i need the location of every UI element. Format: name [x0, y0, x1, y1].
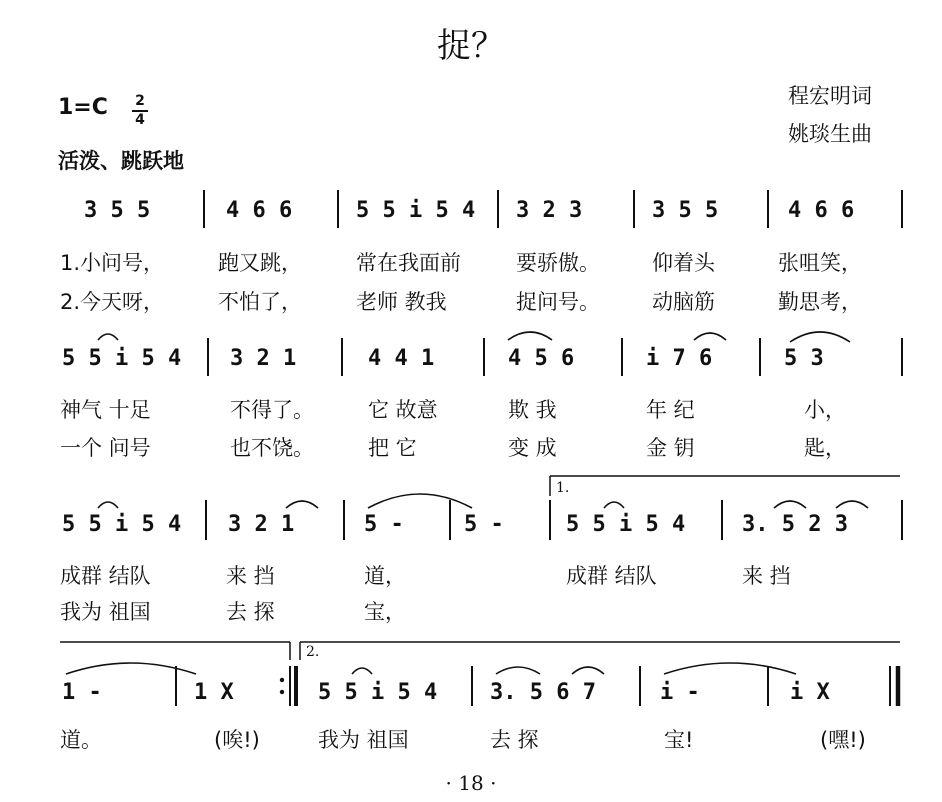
row-2-verse-2-lyric-4: 变 成	[508, 436, 557, 460]
row-2-verse-1-lyric-4: 欺 我	[508, 398, 557, 422]
row-1-verse-1-lyric-2: 跑又跳，	[218, 251, 302, 275]
row-2-measure-3-notes: 4 4 1	[368, 346, 435, 371]
row-1-verse-2-lyric-5: 动脑筋	[652, 290, 715, 314]
volta-2-label: 2.	[306, 644, 320, 660]
row-4-measure-2-notes: 1 X	[194, 680, 234, 705]
row-1-measure-2-notes: 4 6 6	[226, 198, 293, 223]
row-4-lyric-4: 去 探	[490, 728, 539, 752]
row-2-verse-1-lyric-2: 不得了。	[230, 398, 314, 422]
row-2-measure-5-notes: i 7 6	[646, 346, 713, 371]
row-1-verse-1-lyric-4: 要骄傲。	[516, 251, 600, 275]
row-1-measure-4-notes: 3 2 3	[516, 198, 583, 223]
row-1-verse-2-lyric-2: 不怕了，	[218, 290, 302, 314]
time-signature	[130, 94, 150, 128]
row-2-verse-2-lyric-6: 匙，	[804, 436, 846, 460]
row-2-measure-2-notes: 3 2 1	[230, 346, 297, 371]
row-4-measure-5-notes: i -	[660, 680, 700, 705]
row-3-verse-1-lyric-5: 成群 结队	[566, 564, 657, 588]
row-2-verse-1-lyric-5: 年 纪	[646, 398, 695, 422]
row-3-verse-1-lyric-6: 来 挡	[742, 564, 791, 588]
row-2-verse-1-lyric-1: 神气 十足	[60, 398, 151, 422]
row-1-verse-2-lyric-4: 捉问号。	[516, 290, 600, 314]
row-3-barlines-ties-volta	[0, 470, 942, 550]
row-1-verse-2-lyric-1: 2.今天呀，	[60, 290, 165, 314]
row-1-measure-6-notes: 4 6 6	[788, 198, 855, 223]
row-3-measure-4-notes: 5 -	[464, 512, 504, 537]
tempo-marking: 活泼、跳跃地	[58, 149, 184, 173]
row-3-verse-1-lyric-2: 来 挡	[226, 564, 275, 588]
row-4-measure-3-notes: 5 5 i 5 4	[318, 680, 438, 705]
row-2-measure-4-notes: 4 5 6	[508, 346, 575, 371]
row-4-lyric-2: (唉!)	[214, 728, 260, 752]
row-3-verse-1-lyric-3: 道，	[364, 564, 406, 588]
key-signature: 1=C	[58, 95, 108, 120]
row-1-measure-1-notes: 3 5 5	[84, 198, 151, 223]
lyricist-credit: 程宏明词	[788, 84, 872, 108]
row-3-verse-2-lyric-1: 我为 祖国	[60, 600, 151, 624]
volta-1-label: 1.	[556, 480, 570, 496]
row-4-measure-1-notes: 1 -	[62, 680, 102, 705]
time-signature-top: 2	[135, 93, 145, 109]
row-4-lyric-6: (嘿!)	[820, 728, 866, 752]
row-2-verse-1-lyric-3: 它 故意	[368, 398, 438, 422]
row-2-measure-6-notes: 5 3	[784, 346, 824, 371]
row-4-lyric-1: 道。	[60, 728, 102, 752]
row-2-measure-1-notes: 5 5 i 5 4	[62, 346, 182, 371]
row-1-measure-5-notes: 3 5 5	[652, 198, 719, 223]
row-1-verse-1-lyric-6: 张咀笑，	[778, 251, 862, 275]
row-1-verse-1-lyric-5: 仰着头	[652, 251, 715, 275]
row-2-verse-2-lyric-3: 把 它	[368, 436, 417, 460]
row-1-verse-2-lyric-6: 勤思考，	[778, 290, 862, 314]
row-3-measure-1-notes: 5 5 i 5 4	[62, 512, 182, 537]
row-3-measure-3-notes: 5 -	[364, 512, 404, 537]
row-4-measure-4-notes: 3. 5 6 7	[490, 680, 596, 705]
row-3-measure-2-notes: 3 2 1	[228, 512, 295, 537]
row-4-lyric-3: 我为 祖国	[318, 728, 409, 752]
row-3-verse-2-lyric-2: 去 探	[226, 600, 275, 624]
song-title: 捉？	[437, 26, 505, 66]
row-3-verse-1-lyric-1: 成群 结队	[60, 564, 151, 588]
row-2-verse-2-lyric-5: 金 钥	[646, 436, 695, 460]
row-1-verse-1-lyric-1: 1.小问号，	[60, 251, 165, 275]
row-1-verse-2-lyric-3: 老师 教我	[356, 290, 447, 314]
page-number: · 18 ·	[445, 771, 497, 795]
row-3-verse-2-lyric-3: 宝，	[364, 600, 406, 624]
row-1-verse-1-lyric-3: 常在我面前	[356, 251, 461, 275]
row-3-measure-5-notes: 5 5 i 5 4	[566, 512, 686, 537]
composer-credit: 姚琰生曲	[788, 122, 872, 146]
row-2-verse-1-lyric-6: 小，	[804, 398, 846, 422]
row-2-verse-2-lyric-1: 一个 问号	[60, 436, 151, 460]
row-1-measure-3-notes: 5 5 i 5 4	[356, 198, 476, 223]
row-2-verse-2-lyric-2: 也不饶。	[230, 436, 314, 460]
time-signature-bottom: 4	[135, 111, 145, 128]
row-4-lyric-5: 宝!	[664, 728, 694, 752]
row-4-measure-6-notes: i X	[790, 680, 830, 705]
row-3-measure-6-notes: 3. 5 2 3	[742, 512, 848, 537]
